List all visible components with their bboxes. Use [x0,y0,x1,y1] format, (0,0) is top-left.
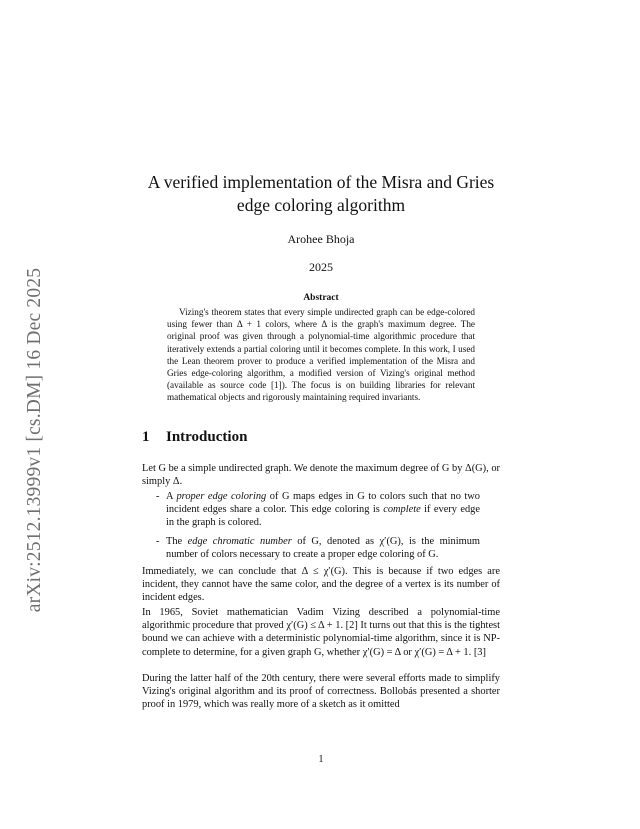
page-number: 1 [318,754,324,765]
paragraph-3: In 1965, Soviet mathematician Vadim Vizing described a polynomial-time algorithmic procedure that proved χ′(G) ≤ Δ + 1. [2] It turns out that this is the tightest bound we can achieve with a deterministic polynomial-time algorithm, since it is NP-complete to determine, for a given graph G, whether χ′(G) = Δ or χ′(G) = Δ + 1. [3] [142,607,500,658]
list-item-edge-chromatic-number: - The edge chromatic number of G, denoted as χ′(G), is the minimum number of colors necessary to create a proper edge coloring of G. [156,535,480,560]
paragraph-1: Let G be a simple undirected graph. We denote the maximum degree of G by Δ(G), or simply Δ. [142,463,500,488]
title-line-1: A verified implementation of the Misra and Gries [147,172,495,192]
title-line-2: edge coloring algorithm [236,195,406,215]
arxiv-identifier-sidebar [20,230,50,650]
paragraph-2: Immediately, we can conclude that Δ ≤ χ′(G). This is because if two edges are incident, they cannot have the same color, and the degree of a vertex is its number of incident edges. [142,566,500,604]
abstract-heading: Abstract [303,293,339,303]
section-title: Introduction [166,429,248,445]
author-name: Arohee Bhoja [287,232,355,246]
term-edge-chromatic-number: edge chromatic number [187,535,292,547]
paragraph-4: During the latter half of the 20th century, there were several efforts made to simplify Vizing's original algorithm and its proof of correctness. Bollobás presented a shorter proof in 1979, which was really more of a sketch as it omitted [142,673,500,711]
abstract-text: Vizing's theorem states that every simple undirected graph can be edge-colored using fewer than Δ + 1 colors, where Δ is the graph's maximum degree. The original proof was given through a polynomial-time algorithmic procedure that iteratively extends a partial coloring until it becomes complete. In this work, I used the Lean theorem prover to produce a verified implementation of the Misra and Gries edge-coloring algorithm, a modified version of Vizing's original method (available as source code [1]). The focus is on building libraries for relevant mathematical objects and rigorously maintaining required invariants. [167,307,475,403]
term-proper-edge-coloring: proper edge coloring [176,491,267,502]
arxiv-identifier: arXiv:2512.13999v1 [cs.DM] 16 Dec 2025 [24,267,45,613]
paper-title [142,171,500,217]
paper-date: 2025 [309,260,333,274]
section-heading [142,429,500,446]
term-complete: complete [383,504,421,516]
section-number: 1 [142,429,150,445]
list-item-proper-edge-coloring: - A proper edge coloring of G maps edges in G to colors such that no two incident edges share a color. This edge coloring is complete if every edge in the graph is colored. [156,491,480,529]
definition-list [142,490,500,561]
